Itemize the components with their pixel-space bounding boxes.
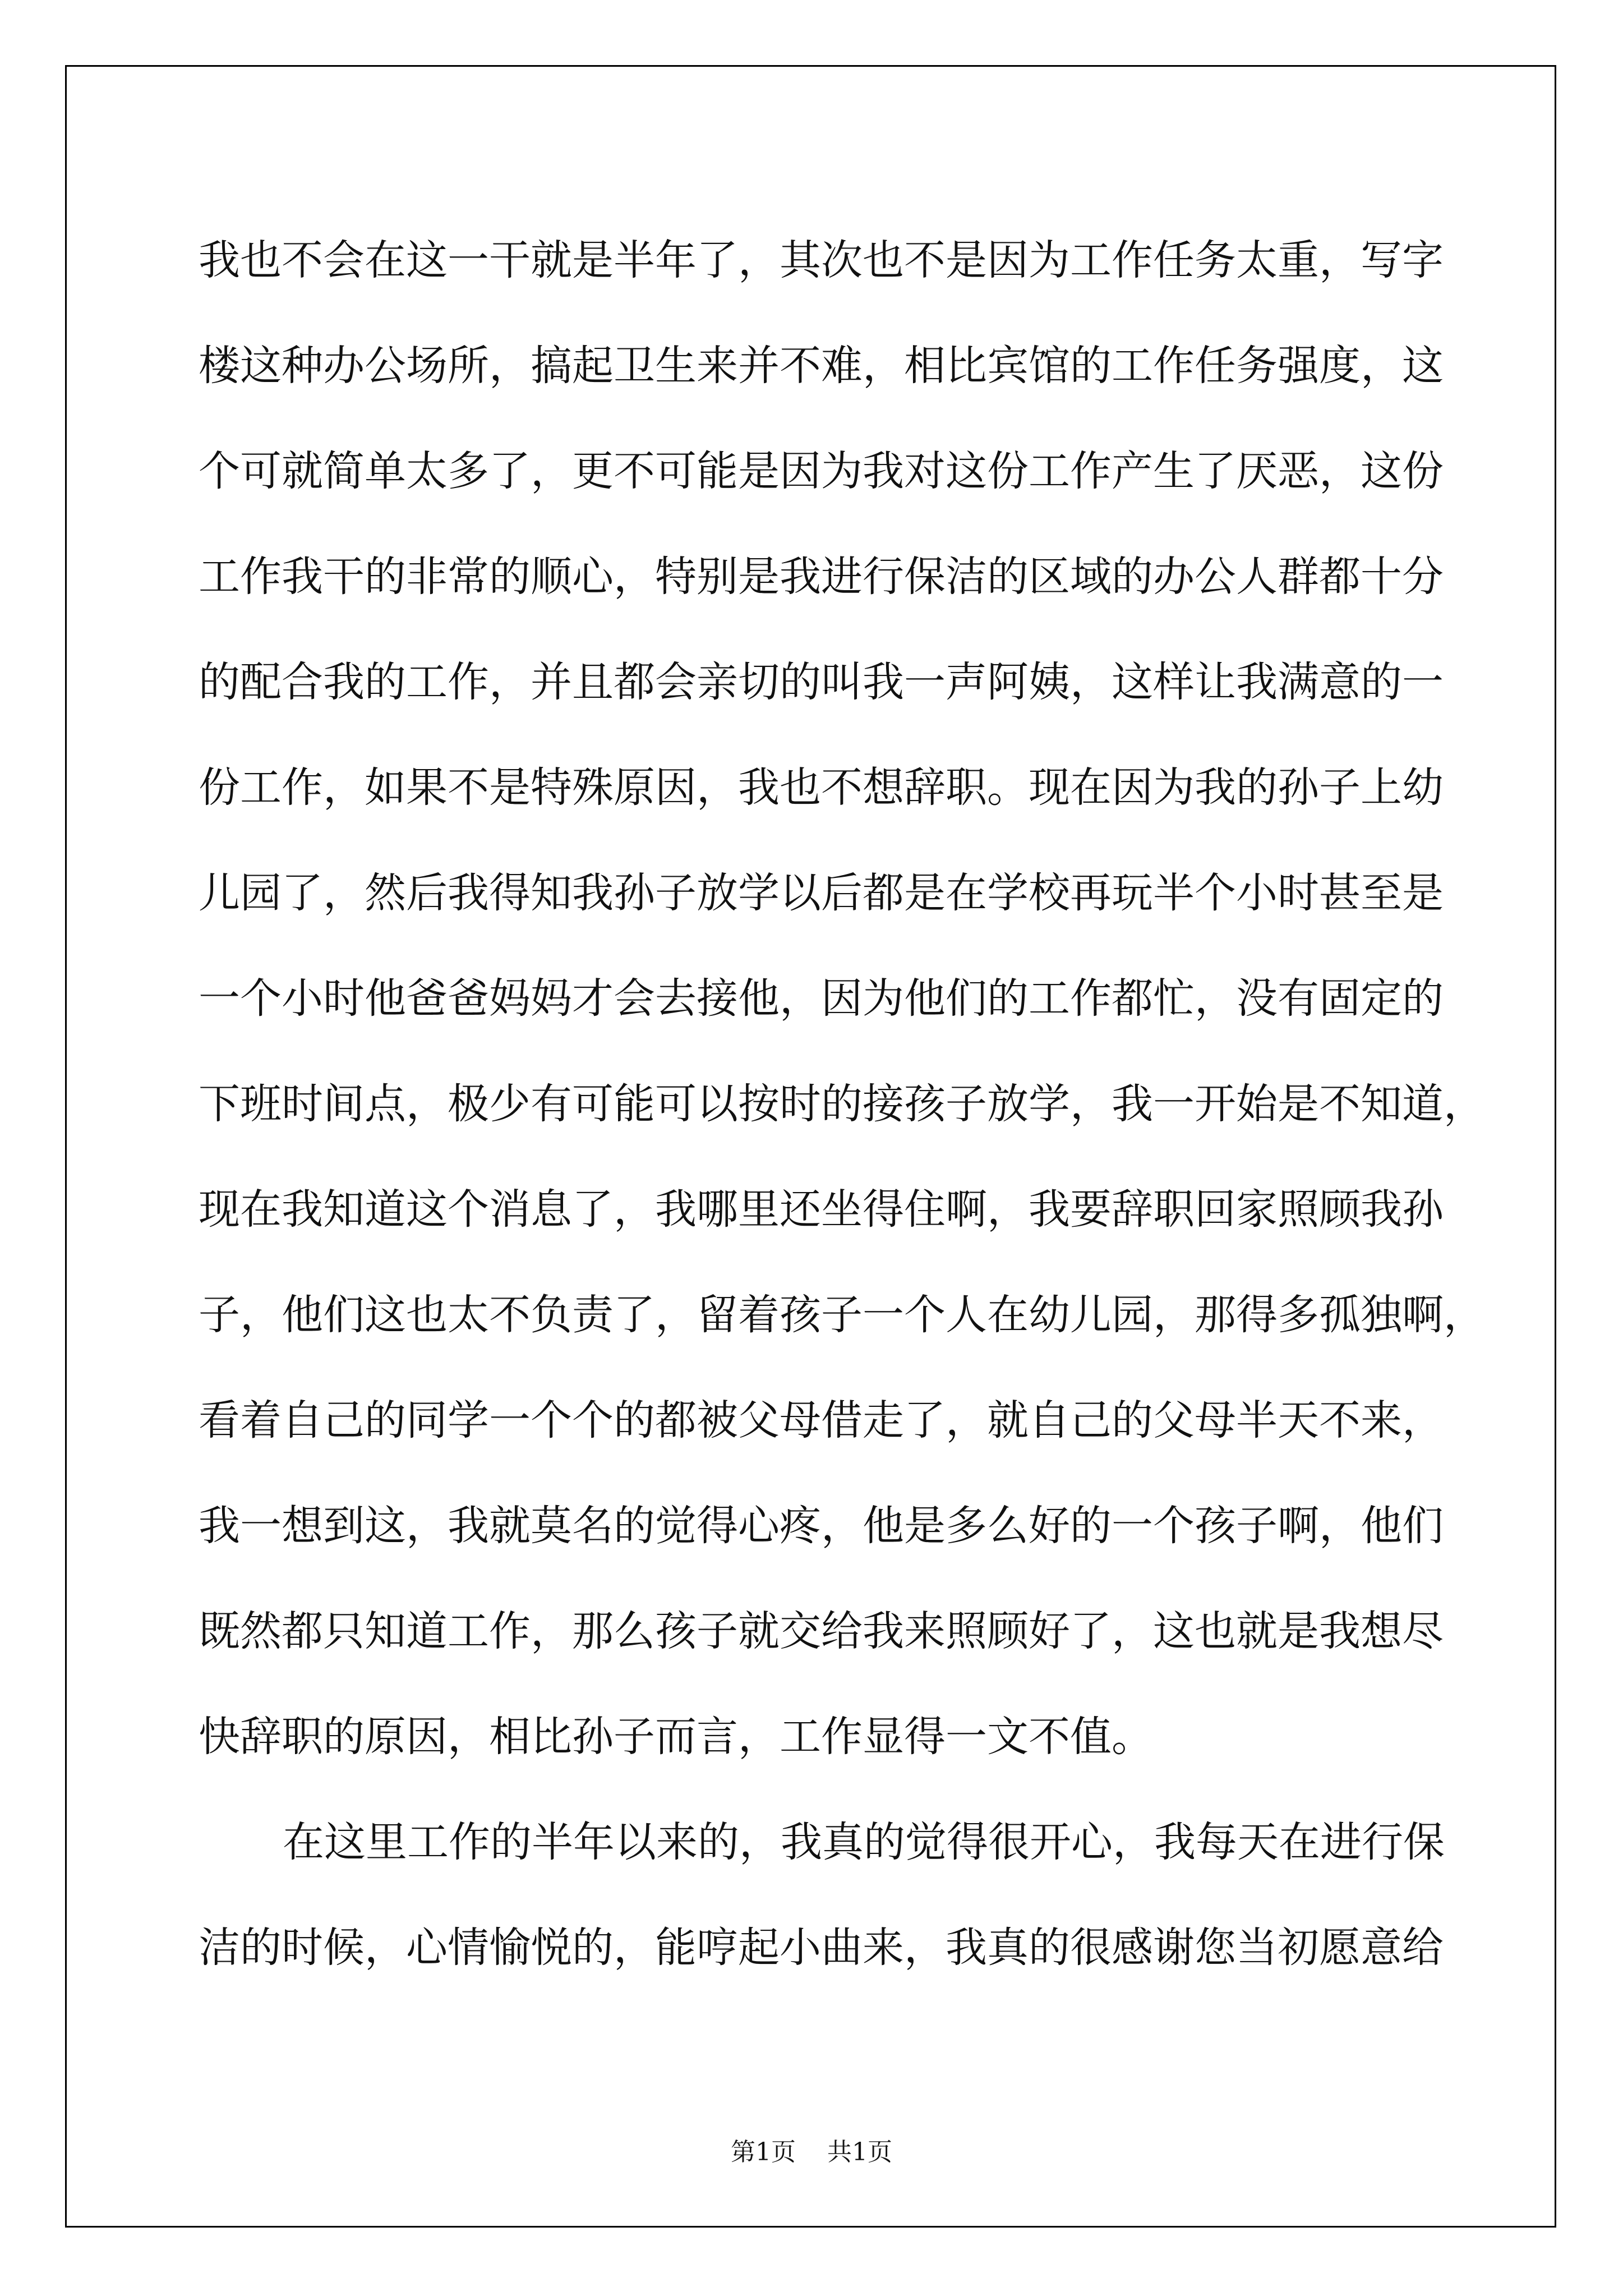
text-line: 一个小时他爸爸妈妈才会去接他，因为他们的工作都忙，没有固定的 (199, 974, 1444, 1023)
text-line: 工作我干的非常的顺心，特别是我进行保洁的区域的办公人群都十分 (199, 553, 1444, 601)
document-body (199, 208, 1485, 2000)
text-line: 儿园了，然后我得知我孙子放学以后都是在学校再玩半个小时甚至是 (199, 869, 1444, 917)
page-footer (0, 2132, 1623, 2168)
text-line: 我一想到这，我就莫名的觉得心疼，他是多么好的一个孩子啊，他们 (199, 1502, 1444, 1550)
text-line: 既然都只知道工作，那么孩子就交给我来照顾好了，这也就是我想尽 (199, 1607, 1444, 1655)
page-total: 共1页 (827, 2138, 892, 2166)
paragraph-first-line: 在这里工作的半年以来的，我真的觉得很开心，我每天在进行保 (283, 1818, 1445, 1866)
text-line: 的配合我的工作，并且都会亲切的叫我一声阿姨，这样让我满意的一 (199, 658, 1444, 706)
text-line: 个可就简单太多了，更不可能是因为我对这份工作产生了厌恶，这份 (199, 447, 1444, 495)
text-line: 子，他们这也太不负责了，留着孩子一个人在幼儿园，那得多孤独啊， (199, 1291, 1485, 1339)
text-line: 份工作，如果不是特殊原因，我也不想辞职。现在因为我的孙子上幼 (199, 763, 1444, 812)
text-line: 现在我知道这个消息了，我哪里还坐得住啊，我要辞职回家照顾我孙 (199, 1185, 1444, 1234)
text-line: 快辞职的原因，相比孙子而言，工作显得一文不值。 (199, 1713, 1153, 1761)
text-line: 洁的时候，心情愉悦的，能哼起小曲来，我真的很感谢您当初愿意给 (199, 1924, 1444, 1972)
text-line: 楼这种办公场所，搞起卫生来并不难，相比宾馆的工作任务强度，这 (199, 342, 1444, 390)
text-line: 我也不会在这一干就是半年了，其次也不是因为工作任务太重，写字 (199, 236, 1444, 284)
page-number: 第1页 (731, 2138, 796, 2166)
text-line: 下班时间点，极少有可能可以按时的接孩子放学，我一开始是不知道， (199, 1080, 1485, 1128)
text-line: 看着自己的同学一个个的都被父母借走了，就自己的父母半天不来， (199, 1396, 1444, 1444)
